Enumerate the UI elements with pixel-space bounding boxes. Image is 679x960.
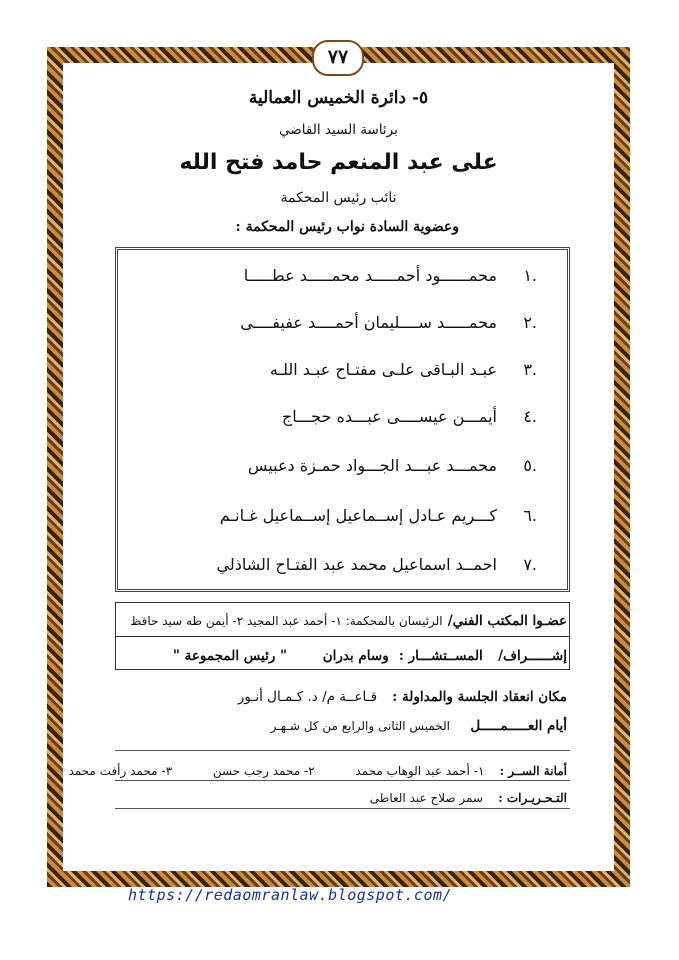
member-item <box>248 456 537 475</box>
member-name: محمـــد عبـــد الجـــواد حمـزة دعبيس <box>247 456 497 475</box>
editing-row <box>370 787 567 806</box>
work-days-value: الخميس الثانى والرابع من كل شـهـر <box>270 719 451 733</box>
divider <box>116 636 569 637</box>
secretariat-label: أمانة الســر : <box>499 764 567 778</box>
member-item <box>282 407 537 426</box>
session-place-value: قـاعــة م/ د. كـمـال أنـور <box>237 689 378 705</box>
technical-office-value: الرئيسان بالمحكمة: ١- أحمد عبد المجيد ٢- أيمن طه سيد حافظ <box>130 614 443 628</box>
work-days-row <box>271 715 567 734</box>
membership-heading: وعضوية السادة نواب رئيس المحكمة : <box>235 219 459 235</box>
member-item <box>240 313 537 332</box>
member-name: محمـــــد ســــليمان أحمــــد عفيفــــى <box>240 313 497 332</box>
member-item <box>216 555 537 574</box>
supervision-row <box>173 645 567 664</box>
member-name: محمــــــود أحمـــــد محمـــــد عطـــــا <box>243 266 497 285</box>
technical-office-row <box>130 610 567 629</box>
member-item <box>244 266 537 285</box>
member-name: عبـد البـاقى علـى مفتـاح عبـد اللـه <box>269 360 497 379</box>
judge-title: نائب رئيس المحكمة <box>280 190 397 206</box>
members-box <box>115 247 570 592</box>
secretariat-row <box>68 760 567 779</box>
page-number: ٧٧ <box>312 40 364 76</box>
circuit-title: ٥- دائرة الخميس العمالية <box>248 88 429 108</box>
member-number: .٥ <box>523 456 537 475</box>
member-number: .٢ <box>523 313 537 332</box>
session-place-row <box>238 686 567 705</box>
counselor-name: وسام بدران <box>322 648 389 664</box>
member-item <box>220 506 537 525</box>
member-number: .٦ <box>523 506 537 525</box>
secretariat-item: ٢- محمد رجب حسن <box>212 764 315 778</box>
judge-name: على عبد المنعم حامد فتح الله <box>179 150 498 175</box>
member-number: .٧ <box>523 555 537 574</box>
work-days-label: أيام العـــــمـــــل <box>470 718 567 734</box>
divider-line <box>115 780 570 781</box>
secretariat-item: ١- أحمد عبد الوهاب محمد <box>355 764 485 778</box>
session-place-label: مكان انعقاد الجلسة والمداولة : <box>392 689 567 705</box>
counselor-label: المســتشـــار : <box>398 648 483 664</box>
supervision-label: إشــــــراف/ <box>498 648 567 664</box>
member-name: كـــريم عـادل إســماعيل إســماعيل غـانـم <box>219 506 497 525</box>
member-number: .٣ <box>523 360 537 379</box>
divider-line <box>115 808 570 809</box>
member-number: .٤ <box>523 407 537 426</box>
divider-line <box>115 750 570 751</box>
secretariat-item: ٣- محمد رأفت محمد <box>68 764 173 778</box>
group-head: " رئيس المجموعة " <box>172 648 288 664</box>
member-number: .١ <box>523 266 537 285</box>
chaired-by: برئاسة السيد القاضي <box>279 122 398 138</box>
editing-value: سمر صلاح عبد العاطى <box>369 791 483 805</box>
member-name: أيمـــن عيســــى عبـــده حجـــاج <box>281 407 497 426</box>
footer-link[interactable]: https://redaomranlaw.blogspot.com/ <box>128 886 453 904</box>
member-item <box>270 360 537 379</box>
editing-label: التـحـريـرات : <box>498 791 567 805</box>
member-name: احمــد اسماعيل محمد عبد الفتـاح الشاذلي <box>216 555 497 574</box>
technical-office-label: عضـوا المكتب الفني/ <box>447 613 567 629</box>
